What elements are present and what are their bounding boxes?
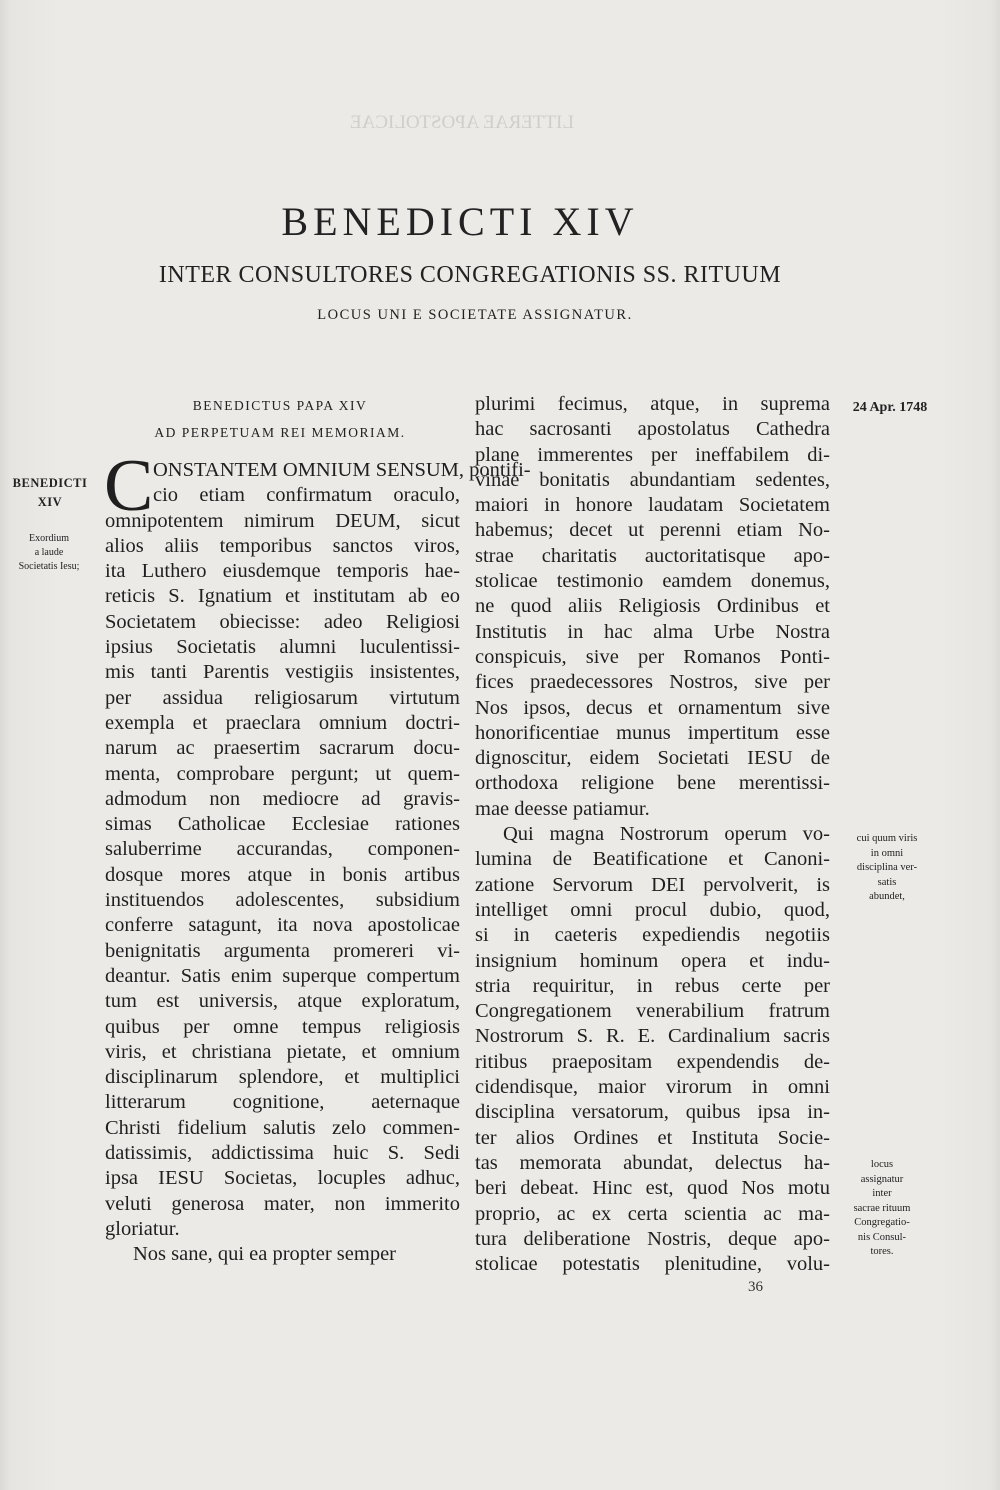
text-line: ter alios Ordines et Instituta Socie- (475, 1126, 830, 1149)
text-line: beri debeat. Hinc est, quod Nos motu (475, 1177, 830, 1200)
text-line: admodum non mediocre ad gravis- (105, 787, 460, 810)
margin-note-line: locus (870, 1159, 894, 1170)
text-line: Qui magna Nostrorum operum vo- (503, 823, 830, 846)
address-line-1: BENEDICTUS PAPA XIV (192, 398, 368, 413)
text-line: lumina de Beatificatione et Canoni- (475, 848, 830, 871)
margin-note-line: a laude (34, 547, 64, 558)
text-line: hac sacrosanti apostolatus Cathedra (475, 418, 830, 441)
text-line: Nos sane, qui ea propter semper (133, 1243, 396, 1266)
text-line: stolicae potestatis plenitudine, volu- (475, 1253, 830, 1276)
text-line: narum ac praesertim sacrarum docu- (105, 737, 460, 760)
margin-title-line: XIV (37, 495, 63, 509)
text-line: conferre satagunt, ita nova apostolicae (105, 914, 460, 937)
page-subtitle: INTER CONSULTORES CONGREGATIONIS SS. RITUUM (158, 262, 782, 288)
text-line: dignoscitur, eidem Societati IESU de (475, 747, 830, 770)
margin-note-line: inter (872, 1188, 892, 1199)
text-line: proprio, ac ex certa scientia ac ma- (475, 1202, 830, 1225)
text-line: ne quod aliis Religiosis Ordinibus et (475, 595, 830, 618)
text-line: si in caeteris expediendis negotiis (475, 924, 830, 947)
text-line: omnipotentem nimirum DEUM, sicut (105, 509, 460, 532)
text-line: datissimis, addictissima huic S. Sedi (105, 1142, 460, 1165)
right-text-column (475, 392, 830, 1277)
page-number: 36 (748, 1279, 763, 1295)
text-line: stolicae testimonio eamdem donemus, (475, 570, 830, 593)
text-line: maiori in honore laudatam Societatem (475, 494, 830, 517)
text-line: Societatem obiecisse: adeo Religiosi (105, 610, 460, 633)
text-line: reticis S. Ignatium et institutam ab eo (105, 585, 460, 608)
text-line: cidendisque, maior virorum in omni (475, 1076, 830, 1099)
text-line: ita Luthero eiusdemque temporis hae- (105, 560, 460, 583)
margin-note-line: Societatis Iesu; (18, 561, 80, 572)
address-line-2: AD PERPETUAM REI MEMORIAM. (154, 425, 406, 440)
text-line: intelliget omni procul dubio, quod, (475, 898, 830, 921)
text-line: deantur. Satis enim superque compertum (105, 964, 460, 987)
right-margin-note-2 (822, 1158, 942, 1260)
text-line: benignitatis argumenta promereri vi- (105, 939, 460, 962)
left-margin-note (4, 532, 94, 574)
margin-note-line: in omni (870, 847, 904, 859)
text-line: cio etiam confirmatum oraculo, (153, 484, 460, 507)
margin-note-line: assignatur (860, 1173, 904, 1185)
text-line: ipsa IESU Societas, locuples adhuc, (105, 1167, 460, 1190)
section-heading: LOCUS UNI E SOCIETATE ASSIGNATUR. (317, 307, 633, 323)
text-line: per assidua religiosarum virtutum (105, 686, 460, 709)
margin-note-line: nis Consul- (857, 1231, 907, 1243)
bleed-through-text: LITTERAE APOSTOLICAE (350, 112, 574, 133)
text-line: exempla et praeclara omnium doctri- (105, 711, 460, 734)
text-line: instituendos adolescentes, subsidium (105, 889, 460, 912)
margin-note-line: abundet, (869, 891, 905, 902)
text-line: vinae bonitatis abundantiam sedentes, (475, 468, 830, 491)
text-line: ONSTANTEM OMNIUM SENSUM, pontifi- (153, 459, 531, 481)
text-line: orthodoxa religione bene merentissi- (475, 772, 830, 795)
right-margin-note-1 (832, 832, 942, 905)
text-line: alios aliis temporibus sanctos viros, (105, 534, 460, 557)
text-line: ritibus praepositam expendendis de- (475, 1050, 830, 1073)
text-line: ipsius Societatis alumni luculentissi- (105, 636, 460, 659)
text-line: veluti generosa mater, non immerito (105, 1192, 460, 1215)
text-line: fices praedecessores Nostros, sive per (475, 671, 830, 694)
text-line: quibus per omne tempus religiosis (105, 1015, 460, 1038)
text-line: Nos ipsos, decus et ornamentum sive (475, 696, 830, 719)
text-line: menta, comprobare pergunt; ut quem- (105, 762, 460, 785)
text-line: Institutis in hac alma Urbe Nostra (475, 620, 830, 643)
margin-title-line: BENEDICTI (12, 476, 88, 490)
text-line: Congregationem venerabilium fratrum (475, 1000, 830, 1023)
text-line: stria requiritur, in rebus certe per (475, 974, 830, 997)
text-line: strae charitatis auctoritatisque apo- (475, 544, 830, 567)
text-line: Nostrorum S. R. E. Cardinalium sacris (475, 1025, 830, 1048)
text-line: mae deesse patiamur. (475, 797, 650, 820)
text-line: disciplina versatorum, quibus ipsa in- (475, 1101, 830, 1124)
text-line: litterarum cognitione, aeternaque (105, 1091, 460, 1114)
margin-note-line: cui quum viris (856, 833, 918, 844)
margin-note-line: satis (877, 876, 897, 888)
margin-date: 24 Apr. 1748 (852, 400, 928, 415)
text-line: habemus; decet ut perenni etiam No- (475, 519, 830, 542)
text-line: disciplinarum splendore, et multiplici (105, 1066, 460, 1089)
margin-note-line: Exordium (29, 533, 69, 544)
text-line: tum est universis, atque exploratum, (105, 990, 460, 1013)
text-line: plane immerentes per ineffabilem di- (475, 443, 830, 466)
text-line: Christi fidelium salutis zelo commen- (105, 1116, 460, 1139)
text-line: viris, et christiana pietate, et omnium (105, 1040, 460, 1063)
drop-capital: C (104, 445, 154, 527)
text-line: gloriatur. (105, 1217, 180, 1240)
text-line: saluberrime accurandas, componen- (105, 838, 460, 861)
text-line: conspicuis, sive per Romanos Ponti- (475, 645, 830, 668)
text-line: tas memorata abundat, delectus ha- (475, 1151, 830, 1174)
margin-note-line: sacrae rituum (853, 1202, 911, 1214)
text-line: mis tanti Parentis vestigiis insistentes, (105, 661, 460, 684)
margin-note-line: tores. (870, 1246, 894, 1257)
text-line: honorificentiae munus impertitum esse (475, 721, 830, 744)
text-line: tura deliberatione Nostris, deque apo- (475, 1227, 830, 1250)
text-line: insignium hominum opera et indu- (475, 949, 830, 972)
margin-note-line: Congregatio- (854, 1217, 910, 1228)
margin-note-line: disciplina ver- (856, 862, 918, 873)
text-line: simas Catholicae Ecclesiae rationes (105, 813, 460, 836)
left-margin-title (0, 474, 100, 512)
text-line: dosque mores atque in bonis artibus (105, 863, 460, 886)
text-line: zatione Servorum DEI pervolverit, is (475, 873, 830, 896)
page-title: BENEDICTI XIV (281, 199, 639, 244)
text-line: plurimi fecimus, atque, in suprema (475, 393, 830, 415)
left-text-column (104, 445, 531, 1268)
